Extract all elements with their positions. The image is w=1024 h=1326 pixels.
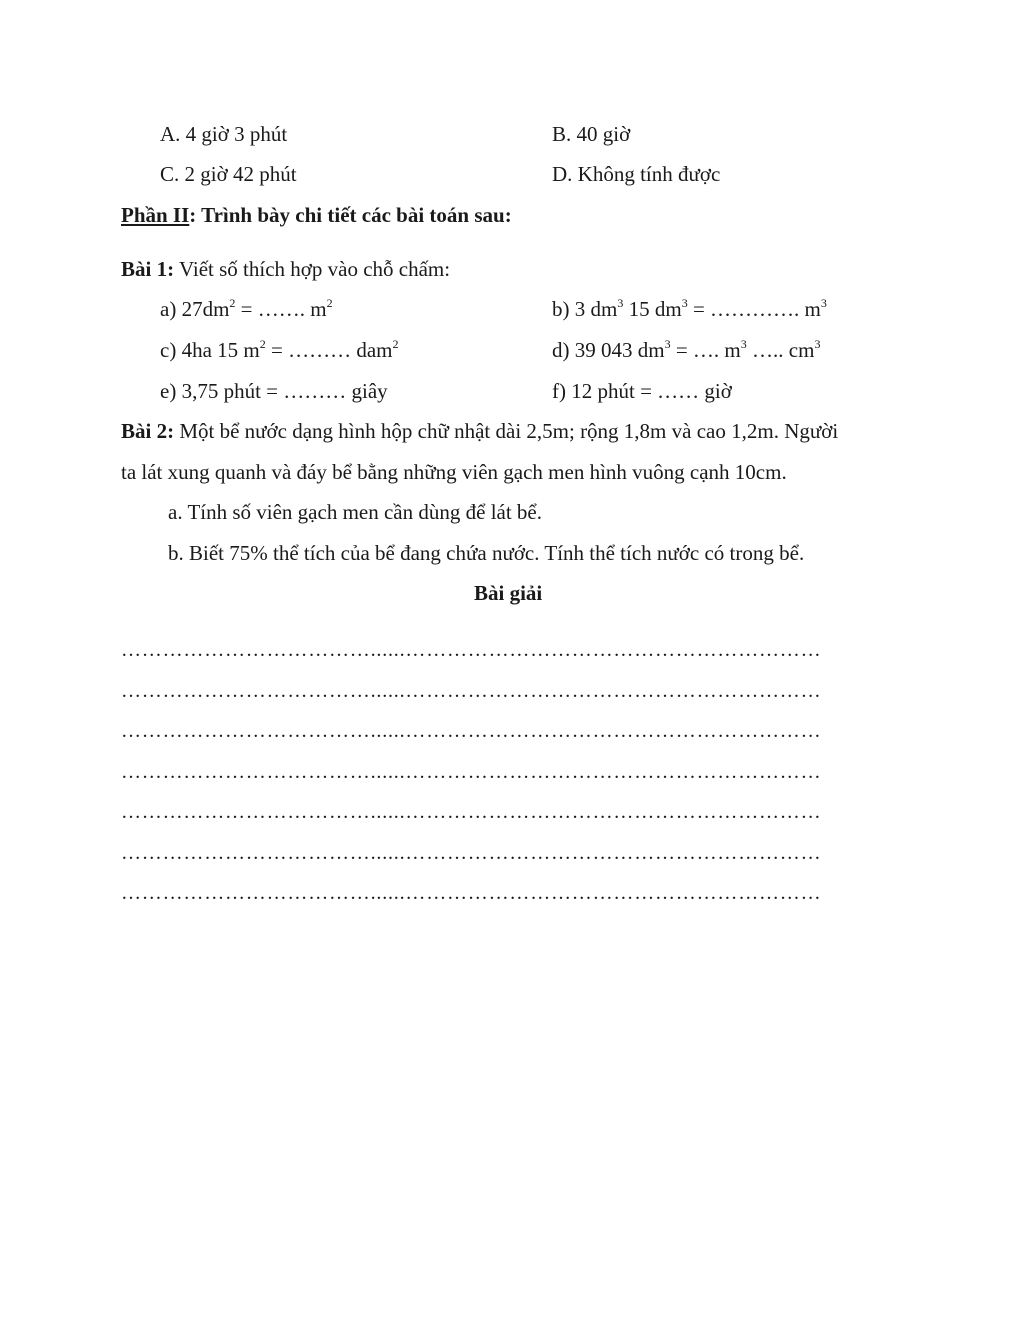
bai1-item-f [552,378,732,404]
item-d-letter: d) [552,338,570,362]
item-e-letter: e) [160,379,177,403]
bai2-line1 [121,418,838,444]
answer-line: ………………………………......…………………………………………………… [121,680,822,702]
item-f-text: 12 phút = …… giờ [571,379,732,403]
choice-a-letter: A. [160,122,181,146]
item-b-s3: 3 [820,296,827,310]
item-b-p2: 15 dm [623,297,682,321]
choice-d-text: Không tính được [577,162,721,186]
item-a-p1: 27dm [181,297,230,321]
answer-line: ………………………………......…………………………………………………… [121,842,822,864]
bai2-line2: ta lát xung quanh và đáy bể bằng những viên gạch men hình vuông cạnh 10cm. [121,460,787,484]
item-d-p3: ….. cm [746,338,815,362]
item-a-p2: = ……. m [235,297,327,321]
item-f-letter: f) [552,379,566,403]
choice-b [552,121,630,147]
item-c-p2: = ……… dam [265,338,393,362]
bai1-item-e [160,378,388,404]
choice-c-text: 2 giờ 42 phút [184,162,297,186]
item-c-letter: c) [160,338,177,362]
bai2-line1-text: Một bể nước dạng hình hộp chữ nhật dài 2,5m; rộng 1,8m và cao 1,2m. Người [174,419,839,443]
choice-a [160,121,287,147]
choice-d-letter: D. [552,162,573,186]
item-c-s2: 2 [392,337,399,351]
bai1-heading [121,256,450,282]
choice-a-text: 4 giờ 3 phút [185,122,288,146]
item-a-s1: 2 [229,296,236,310]
answer-line: ………………………………......…………………………………………………… [121,801,822,823]
choice-c-letter: C. [160,162,180,186]
part2-colon: : [189,203,197,227]
part2-label: Phần II [121,203,190,227]
item-b-p1: 3 dm [574,297,618,321]
item-d-p2: = …. m [670,338,741,362]
bai1-label: Bài 1: [121,257,175,281]
choice-b-letter: B. [552,122,572,146]
bai2-label: Bài 2: [121,419,175,443]
choice-c [160,161,297,187]
answer-line: ………………………………......…………………………………………………… [121,639,822,661]
part2-heading [121,202,512,228]
item-d-s1: 3 [664,337,671,351]
item-b-letter: b) [552,297,570,321]
item-c-s1: 2 [259,337,266,351]
item-a-letter: a) [160,297,177,321]
item-d-s3: 3 [814,337,821,351]
choice-b-text: 40 giờ [576,122,631,146]
item-b-p3: = …………. m [687,297,821,321]
bai1-item-b [552,296,827,322]
answer-line: ………………………………......…………………………………………………… [121,761,822,783]
item-b-s1: 3 [617,296,624,310]
item-d-p1: 39 043 dm [574,338,665,362]
item-b-s2: 3 [681,296,688,310]
item-e-text: 3,75 phút = ……… giây [181,379,388,403]
bai1-item-d [552,337,820,363]
solution-title: Bài giải [474,581,543,605]
bai2-question-b: b. Biết 75% thể tích của bể đang chứa nước. Tính thể tích nước có trong bể. [168,541,805,565]
part2-title: Trình bày chi tiết các bài toán sau: [196,203,512,227]
item-d-s2: 3 [740,337,747,351]
bai1-item-c [160,337,398,363]
bai1-text: Viết số thích hợp vào chỗ chấm: [174,257,451,281]
item-c-p1: 4ha 15 m [181,338,260,362]
answer-line: ………………………………......…………………………………………………… [121,882,822,904]
bai2-question-a: a. Tính số viên gạch men cần dùng để lát bể. [168,500,543,524]
bai1-item-a [160,296,333,322]
answer-line: ………………………………......…………………………………………………… [121,720,822,742]
choice-d [552,161,720,187]
item-a-s2: 2 [326,296,333,310]
